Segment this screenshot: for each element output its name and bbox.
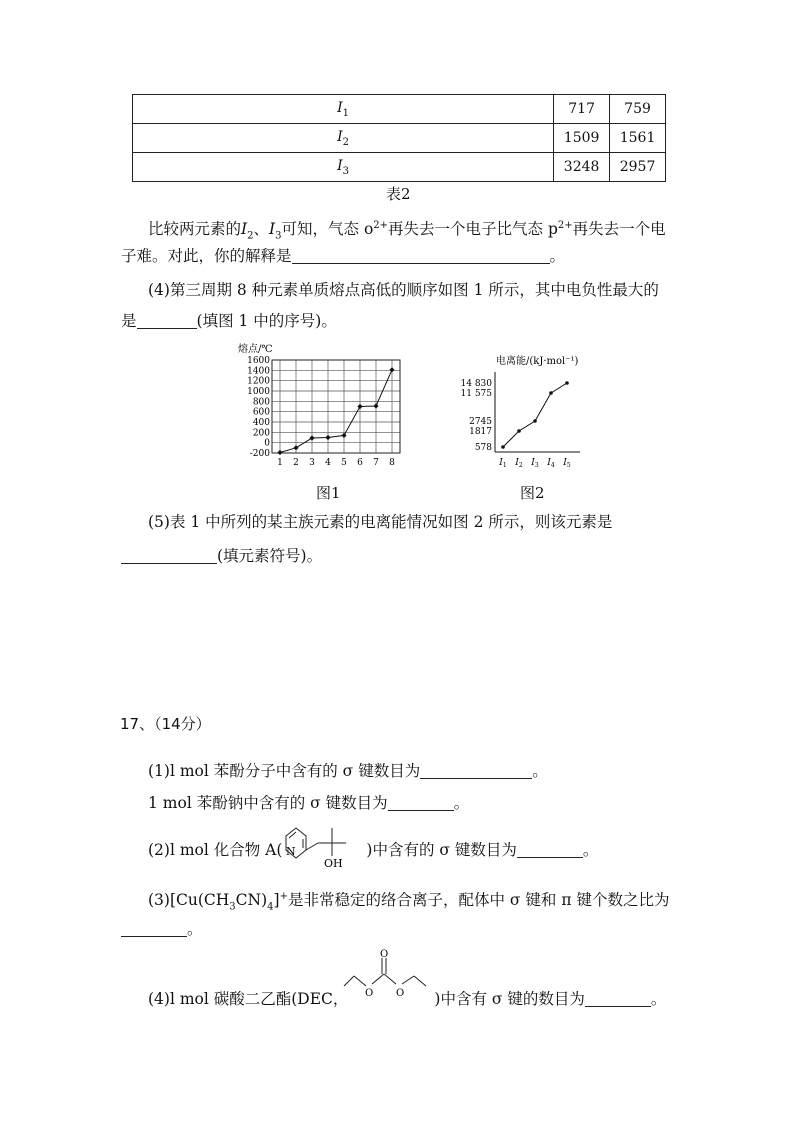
fig2-xtick-label: $I_3$	[531, 458, 539, 469]
fig1-ytick-label: 0	[264, 438, 270, 449]
fig2-series-line	[503, 383, 567, 447]
part4-line-1: (4)第三周期 8 种元素单质熔点高低的顺序如图 1 所示，其中电负性最大的	[148, 281, 659, 299]
table-cell: 2957	[610, 153, 666, 182]
fig1-xtick-label: 4	[325, 458, 331, 468]
fig2-data-point	[549, 391, 553, 395]
compound-a-structure	[272, 818, 362, 868]
answer-blank[interactable]	[585, 990, 651, 1007]
fig1-series-line	[280, 370, 392, 453]
table-cell: $I_3$	[133, 153, 554, 182]
fig1-ytick-label: 200	[252, 428, 270, 439]
fig1-data-point	[373, 403, 378, 408]
table-cell: $I_1$	[133, 95, 554, 124]
fig1-data-point	[277, 450, 282, 455]
fig1-xtick-label: 7	[373, 458, 379, 468]
part4-line-2: 是 (填图 1 中的序号)。	[121, 312, 337, 330]
table-cell: 717	[554, 95, 610, 124]
fig1-xtick-label: 8	[389, 458, 395, 468]
fig2-ytick-label: 2745	[469, 417, 492, 427]
figure-1-caption: 图1	[316, 484, 341, 502]
q17-part1: (1)l mol 苯酚分子中含有的 σ 键数目为 。	[148, 762, 548, 780]
fig1-ytick-label: 400	[252, 418, 270, 428]
ester-o-right-label: O	[396, 988, 405, 999]
fig1-ylabel: 熔点/℃	[238, 344, 273, 355]
part5-line-1: (5)表 1 中所列的某主族元素的电离能情况如图 2 所示，则该元素是	[148, 513, 613, 531]
table-row	[133, 124, 666, 153]
fig1-ytick-label: 1000	[247, 387, 270, 397]
table-row	[133, 153, 666, 182]
nitrogen-label: N	[286, 845, 296, 858]
table-cell: 759	[610, 95, 666, 124]
compare-line-1: 比较两元素的$I_2$、$I_3$可知，气态 $o^{2+}$再失去一个电子比气态 $p^{2+}$再失去一个电	[148, 220, 666, 242]
fig2-ytick-label: 1817	[469, 427, 492, 437]
q17-part1b: 1 mol 苯酚钠中含有的 σ 键数目为 。	[148, 794, 470, 812]
carbonyl-o-label: O	[380, 949, 389, 960]
table-cell: 3248	[554, 153, 610, 182]
table-row	[133, 95, 666, 124]
fig1-plot-frame	[272, 360, 400, 453]
answer-blank[interactable]	[292, 247, 550, 264]
fig2-xtick-label: $I_4$	[547, 458, 555, 469]
fig2-ylabel: 电离能/(kJ·mol⁻¹)	[496, 356, 579, 367]
fig1-xtick-label: 2	[293, 458, 299, 468]
fig1-data-point	[293, 445, 298, 450]
q17-part3-line2: 。	[121, 918, 203, 940]
answer-blank[interactable]	[517, 841, 583, 858]
table-caption: 表2	[386, 185, 411, 203]
fig2-xtick-label: $I_2$	[515, 458, 523, 469]
fig1-data-point	[325, 435, 330, 440]
fig2-data-point	[533, 419, 537, 423]
table-cell: $I_2$	[133, 124, 554, 153]
table-cell: 1561	[610, 124, 666, 153]
fig2-data-point	[565, 381, 569, 385]
fig1-ytick-label: 1600	[247, 356, 270, 366]
q17-part4: (4)l mol 碳酸二乙酯(DEC， )中含有 σ 键的数目为 。	[148, 990, 667, 1008]
answer-blank[interactable]	[420, 762, 532, 779]
fig1-data-point	[309, 435, 314, 440]
answer-blank[interactable]	[388, 794, 454, 811]
answer-blank[interactable]	[121, 920, 187, 937]
fig1-ytick-label: 1400	[247, 366, 270, 377]
fig2-data-point	[501, 445, 505, 449]
fig1-xtick-label: 3	[309, 458, 315, 468]
figure-1-chart	[230, 340, 410, 475]
fig2-ytick-label: 14 830	[460, 379, 492, 389]
answer-blank[interactable]	[121, 547, 217, 564]
fig2-data-point	[517, 429, 521, 433]
fig1-data-point	[357, 404, 362, 409]
fig2-ytick-label: 578	[474, 443, 492, 453]
fig2-xtick-label: $I_1$	[499, 458, 507, 469]
fig1-data-point	[389, 367, 394, 372]
fig1-xtick-label: 6	[357, 458, 363, 468]
part5-line-2: (填元素符号)。	[121, 545, 322, 567]
fig1-xtick-label: 5	[341, 458, 347, 468]
ester-o-left-label: O	[365, 988, 374, 999]
compare-line-2: 子难。对此，你的解释是 。	[121, 247, 566, 265]
fig1-ytick-label: 1200	[247, 376, 270, 387]
fig1-ytick-label: -200	[249, 449, 270, 459]
fig2-xtick-label: $I_5$	[563, 458, 571, 469]
table-2	[132, 94, 666, 182]
figure-2-caption: 图2	[520, 484, 545, 502]
q17-part2: (2)l mol 化合物 A( )中含有的 σ 键数目为 。	[148, 841, 599, 859]
dec-structure	[340, 946, 432, 1004]
hydroxyl-label: OH	[324, 857, 343, 868]
figure-2-chart	[440, 352, 590, 474]
q17-part3: $(3)[Cu(CH_3CN)_4]^+$是非常稳定的络合离子，配体中 σ 键和 π 键个数之比为	[148, 891, 670, 913]
fig2-ytick-label: 11 575	[460, 389, 492, 399]
fig1-ytick-label: 600	[252, 407, 270, 418]
q17-header: 17、（14分）	[120, 715, 211, 733]
fig1-data-point	[341, 433, 346, 438]
answer-blank[interactable]	[137, 312, 197, 329]
fig1-xtick-label: 1	[277, 458, 283, 468]
fig1-ytick-label: 800	[252, 397, 270, 408]
table-cell: 1509	[554, 124, 610, 153]
